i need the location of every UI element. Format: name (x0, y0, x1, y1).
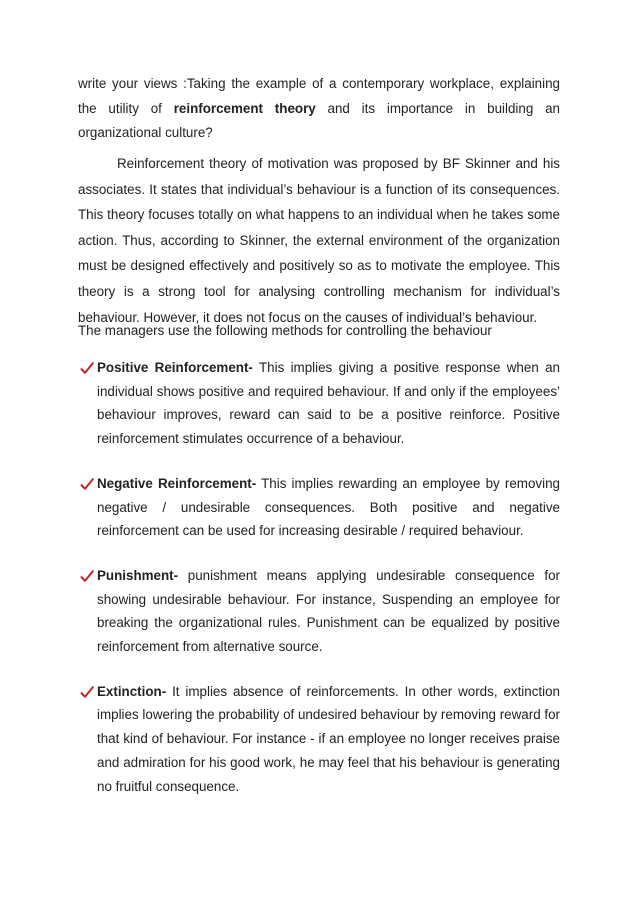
method-term: Negative Reinforcement- (97, 475, 257, 491)
methods-lead-text: The managers use the following methods for controlling the behaviour (78, 323, 492, 338)
method-description: It implies absence of reinforcements. In other words, extinction implies lowering the probability of undesired behaviour by removing reward for that kind of behaviour. For instance - if an employee no longer receives praise and admiration for his good work, he may feel that his behaviour is generating no fruitful consequence. (97, 683, 560, 794)
method-term: Punishment- (97, 567, 179, 583)
list-item (78, 472, 560, 543)
methods-list (78, 356, 560, 819)
intro-paragraph: Reinforcement theory of motivation was proposed by BF Skinner and his associates. It states that individual’s behaviour is a function of its consequences. This theory focuses totally on what happens to an individual when he takes some action. Thus, according to Skinner, the external environment of the organization must be designed effectively and positively so as to motivate the employee. This theory is a strong tool for analysing controlling mechanism for individual’s behaviour. However, it does not focus on the causes of individual’s behaviour. (78, 156, 560, 325)
list-item (78, 356, 560, 451)
question-text-start: write your views :Taking the example of a contemporary workplace, explaining the utility of (78, 76, 560, 116)
method-term: Extinction- (97, 683, 167, 699)
list-item (78, 680, 560, 799)
method-description: This implies rewarding an employee by removing negative / undesirable consequences. Both positive and negative reinforcement can be used for increasing desirable / required behaviour. (97, 475, 560, 539)
checkmark-icon (80, 569, 94, 583)
question-paragraph (78, 72, 560, 146)
checkmark-icon (80, 361, 94, 375)
method-description: punishment means applying undesirable consequence for showing undesirable behaviour. For instance, Suspending an employee for breaking the organizational rules. Punishment can be equalized by positive reinforcement from alternative source. (97, 567, 560, 655)
method-term: Positive Reinforcement- (97, 360, 253, 375)
method-description: This implies giving a positive response when an individual shows positive and required behaviour. If and only if the employees’ behaviour improves, reward can said to be a positive reinforce. Positive reinforcement stimulates occurrence of a behaviour. (97, 360, 560, 447)
checkmark-icon (80, 477, 94, 491)
list-item (78, 564, 560, 659)
question-bold-term: reinforcement theory (173, 100, 316, 116)
checkmark-icon (80, 685, 94, 699)
question-text-end: and its importance in building an organizational culture? (78, 100, 560, 140)
